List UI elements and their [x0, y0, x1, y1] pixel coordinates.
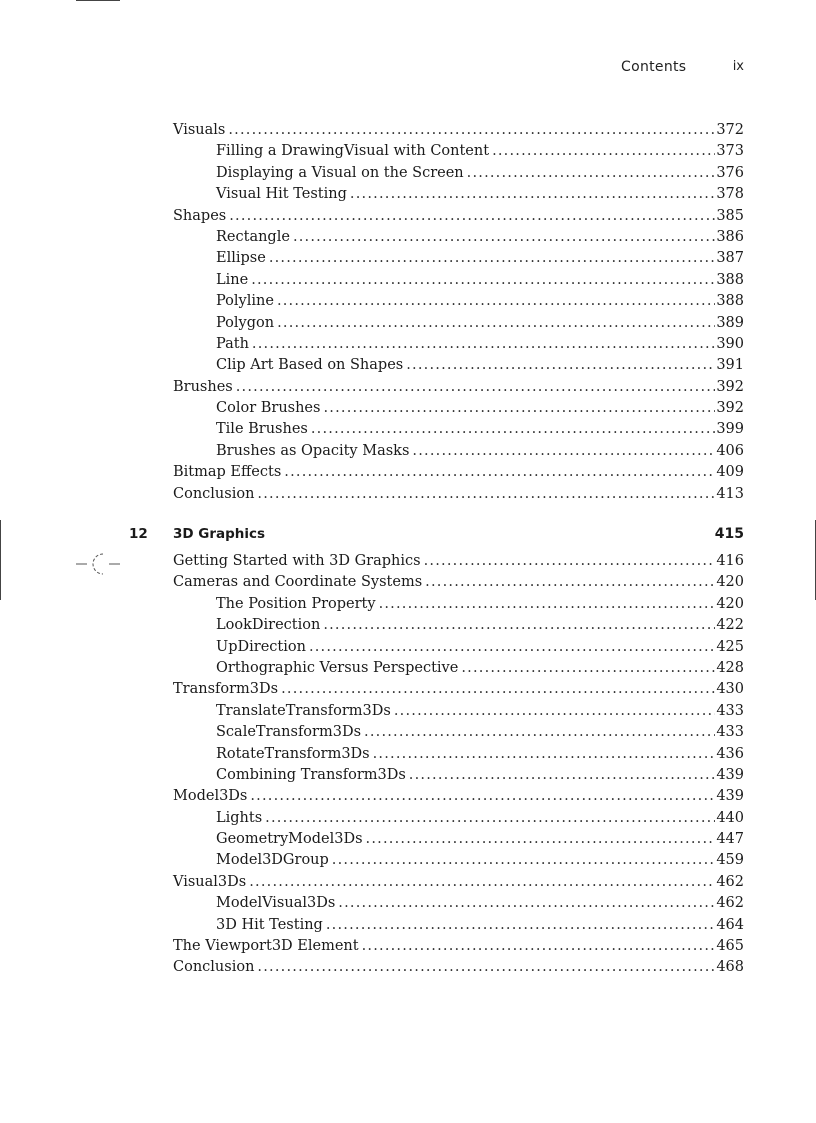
dot-leader: [249, 872, 715, 893]
toc-entry-title: Rectangle: [216, 228, 290, 245]
dot-leader: [269, 248, 716, 269]
dot-leader: [326, 915, 715, 936]
toc-entry-title: Cameras and Coordinate Systems: [173, 574, 423, 591]
toc-entry: [173, 915, 744, 936]
toc-entry-title: Brushes: [173, 378, 233, 395]
toc-entry-page: 409: [716, 464, 744, 481]
running-head-page-number: ix: [732, 59, 744, 74]
dot-leader: [364, 722, 715, 743]
toc-entry-page: 462: [716, 873, 744, 890]
toc-entry-page: 462: [716, 895, 744, 912]
toc-entry: [173, 551, 744, 572]
dot-leader: [425, 572, 715, 593]
dot-leader: [257, 484, 715, 505]
toc-entry-page: 389: [716, 314, 744, 331]
toc-entry-page: 433: [716, 702, 744, 719]
toc-entry: [173, 120, 744, 141]
toc-entry-page: 391: [716, 357, 744, 374]
toc-entry-page: 465: [716, 938, 744, 955]
dot-leader: [229, 206, 715, 227]
toc-entry-title: Clip Art Based on Shapes: [216, 357, 404, 374]
toc-entry: [173, 184, 744, 205]
dot-leader: [366, 829, 716, 850]
dot-leader: [323, 398, 715, 419]
toc-entry-title: Combining Transform3Ds: [216, 766, 406, 783]
dot-leader: [412, 441, 715, 462]
dot-leader: [252, 334, 715, 355]
toc-entry: [173, 829, 744, 850]
dot-leader: [409, 765, 716, 786]
dot-leader: [265, 808, 715, 829]
toc-entry-page: 436: [716, 745, 744, 762]
toc-entry-title: ModelVisual3Ds: [216, 895, 336, 912]
toc-entry-page: 420: [716, 595, 744, 612]
toc-entry: [173, 765, 744, 786]
toc-entry-title: Conclusion: [173, 485, 255, 502]
dot-leader: [236, 377, 716, 398]
dot-leader: [332, 850, 716, 871]
running-head-title: Contents: [621, 59, 687, 75]
toc-entry: [173, 419, 744, 440]
toc-entry-title: Ellipse: [216, 250, 266, 267]
toc-entry-title: Orthographic Versus Perspective: [216, 659, 459, 676]
toc-entry: [173, 141, 744, 162]
toc-entry-title: Lights: [216, 809, 263, 826]
dot-leader: [338, 893, 715, 914]
dot-leader: [406, 355, 715, 376]
toc-entry: [173, 206, 744, 227]
toc-entry-page: 385: [716, 207, 744, 224]
toc-entry: [173, 227, 744, 248]
toc-entry: [173, 744, 744, 765]
toc-entry-page: 376: [716, 164, 744, 181]
toc-entry-page: 392: [716, 400, 744, 417]
dot-leader: [362, 936, 716, 957]
toc-entry: [173, 572, 744, 593]
toc-entry-page: 464: [716, 916, 744, 933]
dot-leader: [379, 594, 716, 615]
toc-entry-title: Visual3Ds: [173, 873, 247, 890]
crop-mark-left: [0, 520, 1, 600]
toc-entry: [173, 313, 744, 334]
dot-leader: [228, 120, 715, 141]
toc-entry-page: 388: [716, 271, 744, 288]
toc-entry: [173, 679, 744, 700]
toc-entry: [173, 441, 744, 462]
toc-entry-title: Shapes: [173, 207, 227, 224]
dot-leader: [284, 462, 715, 483]
toc-entry-page: 422: [716, 617, 744, 634]
toc-entry: [173, 291, 744, 312]
crop-mark-top: [76, 0, 120, 1]
toc-entry: [173, 334, 744, 355]
dot-leader: [373, 744, 716, 765]
toc-entry-page: 406: [716, 442, 744, 459]
toc-entry-title: RotateTransform3Ds: [216, 745, 370, 762]
toc-entry: [173, 615, 744, 636]
toc-entry-page: 430: [716, 681, 744, 698]
toc-entry-title: ScaleTransform3Ds: [216, 724, 362, 741]
toc-entry-title: Displaying a Visual on the Screen: [216, 164, 464, 181]
toc-entry-page: 387: [716, 250, 744, 267]
dot-leader: [309, 637, 715, 658]
toc-entry-title: UpDirection: [216, 638, 306, 655]
toc-entry: [173, 484, 744, 505]
toc-entry-title: LookDirection: [216, 617, 321, 634]
toc-entry-page: 420: [716, 574, 744, 591]
toc-entry-title: The Position Property: [216, 595, 376, 612]
toc-entry-page: 439: [716, 766, 744, 783]
toc-entry: [173, 594, 744, 615]
toc-entry-title: Model3DGroup: [216, 852, 329, 869]
toc-entry: [173, 377, 744, 398]
toc-entry: [173, 957, 744, 978]
dot-leader: [323, 615, 715, 636]
toc-entry-title: Path: [216, 335, 249, 352]
dot-leader: [394, 701, 715, 722]
toc-entry: [173, 936, 744, 957]
toc-entry-page: 459: [716, 852, 744, 869]
toc-entry-title: Brushes as Opacity Masks: [216, 442, 410, 459]
toc-entry-page: 440: [716, 809, 744, 826]
toc-entry-page: 388: [716, 293, 744, 310]
dot-leader: [467, 163, 716, 184]
toc-entry: [173, 398, 744, 419]
toc-entry-page: 468: [716, 959, 744, 976]
toc-entry-title: Polyline: [216, 293, 274, 310]
toc-entry: [173, 462, 744, 483]
toc-entry-title: Polygon: [216, 314, 275, 331]
toc-entry-page: 416: [716, 553, 744, 569]
dot-leader: [293, 227, 715, 248]
chapter-page: 415: [714, 526, 744, 542]
toc-entry: [173, 270, 744, 291]
toc-entry-title: Visuals: [173, 122, 226, 138]
registration-mark-icon: [76, 551, 120, 577]
toc-entry: [173, 701, 744, 722]
dot-leader: [277, 291, 715, 312]
toc-entry-page: 433: [716, 724, 744, 741]
dot-leader: [257, 957, 715, 978]
toc-list-bottom: [173, 551, 744, 979]
chapter-number: 12: [129, 526, 148, 542]
running-head: [560, 59, 753, 77]
chapter-heading: [129, 526, 744, 546]
toc-entry-page: 425: [716, 638, 744, 655]
toc-entry-page: 447: [716, 831, 744, 848]
toc-entry-title: 3D Hit Testing: [216, 916, 323, 933]
dot-leader: [424, 551, 716, 572]
toc-entry: [173, 850, 744, 871]
dot-leader: [350, 184, 715, 205]
toc-entry: [173, 893, 744, 914]
toc-entry-page: 428: [716, 659, 744, 676]
toc-entry-title: Transform3Ds: [173, 681, 279, 698]
toc-entry-page: 413: [716, 485, 744, 502]
toc-entry-page: 392: [716, 378, 744, 395]
toc-entry: [173, 786, 744, 807]
dot-leader: [277, 313, 715, 334]
toc-entry-page: 439: [716, 788, 744, 805]
toc-entry-title: Bitmap Effects: [173, 464, 282, 481]
toc-entry-title: Getting Started with 3D Graphics: [173, 553, 421, 569]
toc-entry-title: Line: [216, 271, 249, 288]
toc-entry-page: 386: [716, 228, 744, 245]
toc-entry-title: GeometryModel3Ds: [216, 831, 363, 848]
dot-leader: [461, 658, 715, 679]
toc-entry-page: 378: [716, 186, 744, 203]
toc-entry: [173, 163, 744, 184]
toc-entry: [173, 637, 744, 658]
toc-entry-title: TranslateTransform3Ds: [216, 702, 391, 719]
dot-leader: [281, 679, 715, 700]
toc-entry: [173, 872, 744, 893]
toc-entry-title: Conclusion: [173, 959, 255, 976]
toc-list-top: [173, 120, 744, 505]
dot-leader: [492, 141, 715, 162]
toc-entry-page: 373: [716, 143, 744, 160]
toc-entry: [173, 248, 744, 269]
dot-leader: [251, 270, 715, 291]
toc-entry-page: 390: [716, 335, 744, 352]
toc-entry: [173, 355, 744, 376]
toc-entry-page: 372: [716, 122, 744, 138]
toc-entry: [173, 808, 744, 829]
dot-leader: [311, 419, 715, 440]
toc-entry-title: Filling a DrawingVisual with Content: [216, 143, 490, 160]
toc-entry-title: Tile Brushes: [216, 421, 308, 438]
dot-leader: [250, 786, 715, 807]
toc-entry: [173, 658, 744, 679]
toc-entry-title: Visual Hit Testing: [216, 186, 347, 203]
toc-entry: [173, 722, 744, 743]
toc-entry-title: The Viewport3D Element: [173, 938, 359, 955]
chapter-title: 3D Graphics: [173, 526, 266, 542]
toc-entry-page: 399: [716, 421, 744, 438]
toc-entry-title: Model3Ds: [173, 788, 248, 805]
toc-entry-title: Color Brushes: [216, 400, 321, 417]
